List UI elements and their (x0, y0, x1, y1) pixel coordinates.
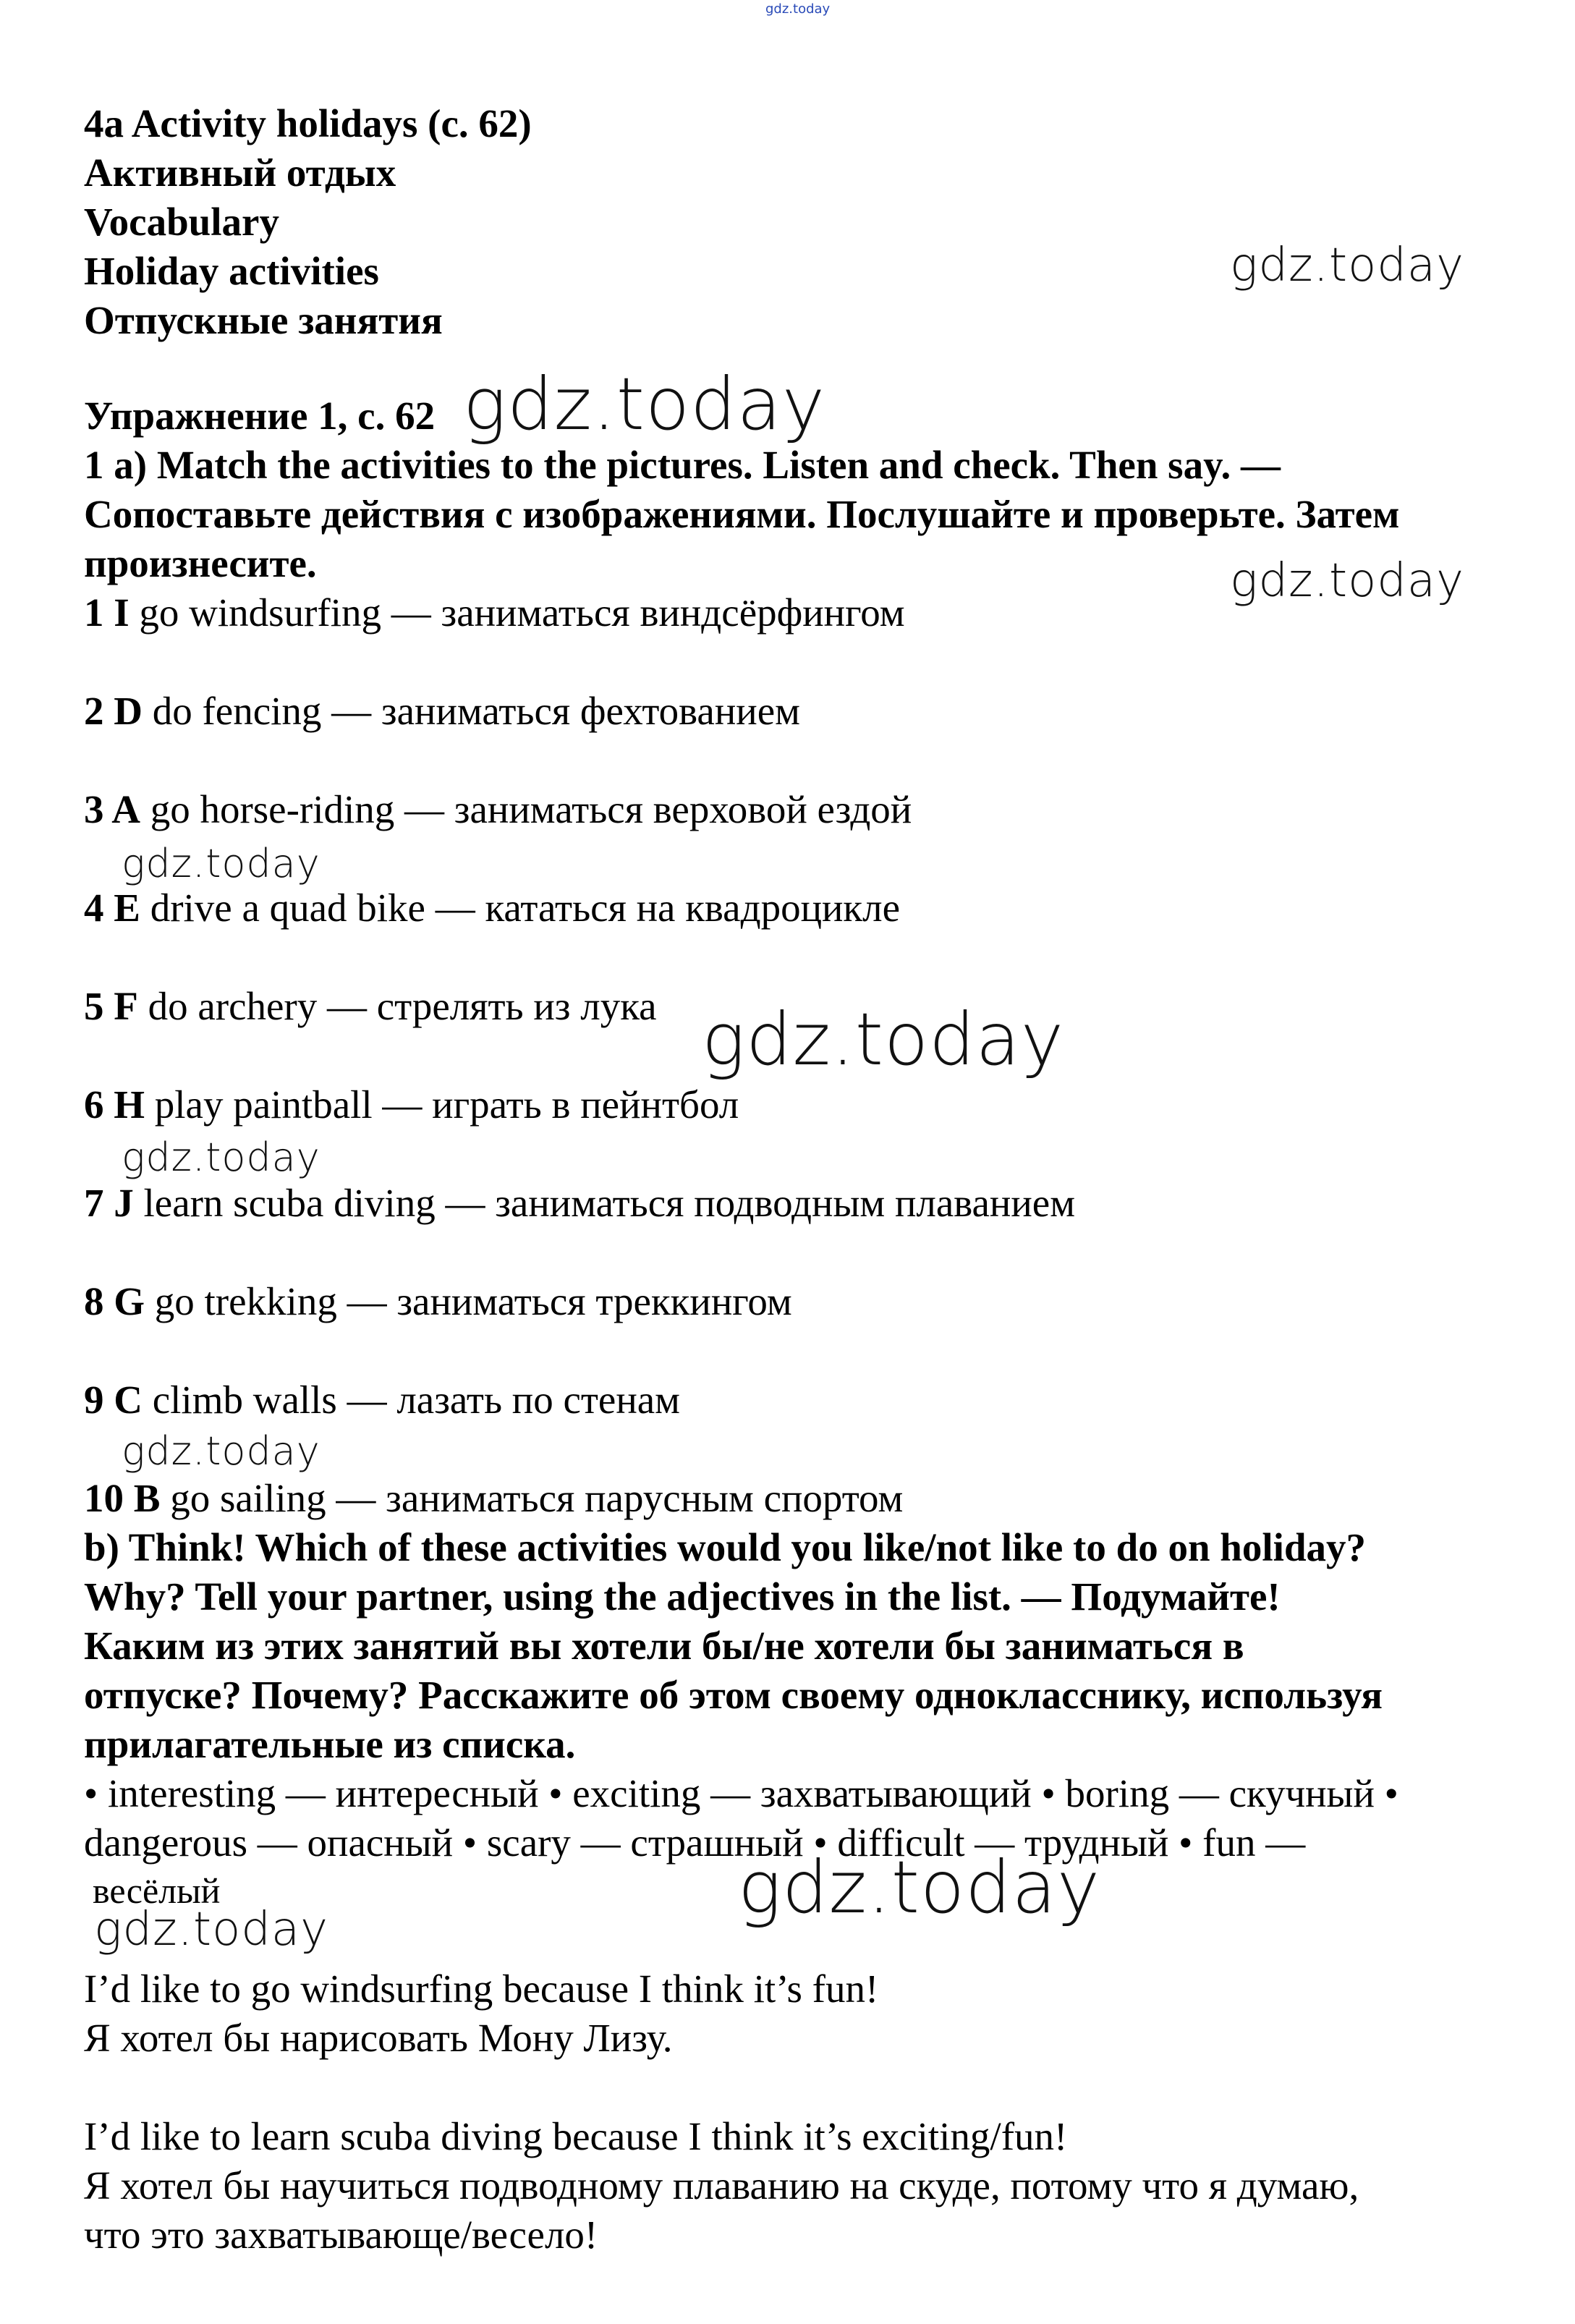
watermark: gdz.today (94, 1903, 328, 1956)
page-title: 4a Activity holidays (с. 62) (84, 101, 532, 145)
item-key: 6 H (84, 1082, 145, 1127)
task-b-line-4: отпуске? Почему? Расскажите об этом своему однокласснику, используя (84, 1673, 1383, 1717)
item-key: 5 F (84, 984, 138, 1028)
adjective-list-line-1: • interesting — интересный • exciting — захватывающий • boring — скучный • (84, 1771, 1398, 1815)
item-text: learn scuba diving — заниматься подводным плаванием (133, 1181, 1076, 1225)
watermark: gdz.today (1230, 554, 1464, 608)
list-item (84, 884, 900, 932)
item-key: 3 A (84, 787, 140, 831)
topic-label-ru: Отпускные занятия (84, 298, 443, 342)
item-text: do fencing — заниматься фехтованием (142, 689, 800, 733)
item-text: go horse-riding — заниматься верховой ездой (140, 787, 912, 831)
answer-1-ru: Я хотел бы нарисовать Мону Лизу. (84, 2016, 673, 2060)
list-item (84, 1278, 792, 1326)
top-watermark: gdz.today (765, 1, 831, 17)
list-item (84, 1376, 680, 1424)
item-key: 9 C (84, 1378, 143, 1422)
answer-1-en: I’d like to go windsurfing because I think it’s fun! (84, 1967, 879, 2011)
item-text: go sailing — заниматься парусным спортом (160, 1476, 904, 1520)
item-text: go trekking — заниматься треккингом (145, 1279, 792, 1323)
task-a-line-2: Сопоставьте действия с изображениями. Послушайте и проверьте. Затем (84, 492, 1400, 536)
list-item (84, 983, 657, 1030)
item-key: 2 D (84, 689, 143, 733)
list-item (84, 1475, 903, 1522)
section-label: Vocabulary (84, 200, 279, 244)
item-key: 1 I (84, 590, 130, 635)
watermark: gdz.today (738, 1845, 1101, 1930)
watermark: gdz.today (1230, 239, 1464, 292)
watermark: gdz.today (122, 841, 320, 886)
list-item (84, 1179, 1075, 1227)
task-b-line-1: b) Think! Which of these activities would you like/not like to do on holiday? (84, 1525, 1367, 1569)
item-key: 10 B (84, 1476, 161, 1520)
watermark: gdz.today (702, 997, 1065, 1082)
task-a-line-1: 1 a) Match the activities to the pictures. Listen and check. Then say. — (84, 443, 1281, 487)
item-text: do archery — стрелять из лука (137, 984, 657, 1028)
list-item (84, 687, 800, 735)
item-key: 8 G (84, 1279, 145, 1323)
task-b-line-3: Каким из этих занятий вы хотели бы/не хотели бы заниматься в (84, 1624, 1244, 1668)
topic-label: Holiday activities (84, 249, 379, 293)
task-b-line-5: прилагательные из списка. (84, 1722, 576, 1766)
adjective-list-line-2: dangerous — опасный • scary — страшный • difficult — трудный • fun — (84, 1820, 1306, 1865)
answer-2-en: I’d like to learn scuba diving because I think it’s exciting/fun! (84, 2114, 1068, 2158)
answer-2-ru-line-2: что это захватывающе/весело! (84, 2213, 598, 2257)
item-key: 4 E (84, 886, 140, 930)
answer-2-ru-line-1: Я хотел бы научиться подводному плаванию на скуде, потому что я думаю, (84, 2163, 1359, 2208)
item-text: go windsurfing — заниматься виндсёрфингом (129, 590, 905, 635)
watermark: gdz.today (122, 1135, 320, 1180)
task-b-line-2: Why? Tell your partner, using the adjectives in the list. — Подумайте! (84, 1574, 1281, 1619)
list-item (84, 786, 912, 834)
task-a-line-3: произнесите. (84, 541, 317, 585)
item-text: play paintball — играть в пейнтбол (145, 1082, 739, 1127)
exercise-heading: Упражнение 1, с. 62 (84, 394, 436, 438)
list-item (84, 589, 905, 637)
watermark: gdz.today (122, 1428, 320, 1474)
watermark: gdz.today (463, 362, 826, 446)
item-key: 7 J (84, 1181, 134, 1225)
adjective-list-line-3: весёлый (93, 1870, 221, 1911)
item-text: drive a quad bike — кататься на квадроцикле (140, 886, 901, 930)
page-title-ru: Активный отдых (84, 150, 396, 195)
item-text: climb walls — лазать по стенам (142, 1378, 680, 1422)
list-item (84, 1081, 739, 1129)
